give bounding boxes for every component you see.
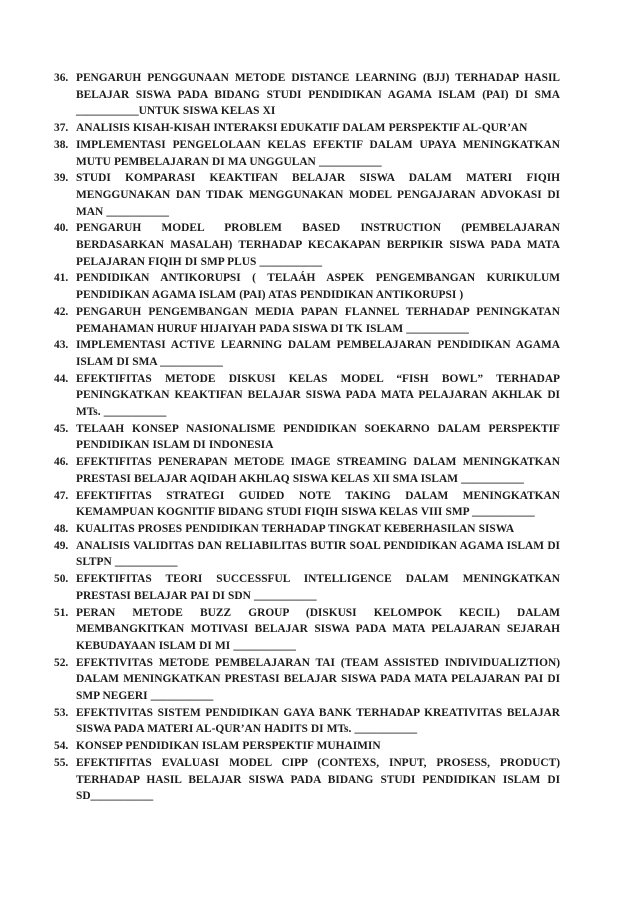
- item-number: 55.: [54, 756, 69, 769]
- item-title: EFEKTIFITAS STRATEGI GUIDED NOTE TAKING DALAM MENINGKATKAN KEMAMPUAN KOGNITIF BIDANG STUDI FIQIH SISWA KELAS VIII SMP ___________: [76, 489, 560, 519]
- item-number: 39.: [54, 172, 69, 185]
- item-title: EFEKTIFITAS EVALUASI MODEL CIPP (CONTEXS, INPUT, PROSESS, PRODUCT) TERHADAP HASIL BELAJAR SISWA PADA BIDANG STUDI PENDIDIKAN ISLAM DI SD___________: [76, 756, 560, 803]
- item-title: PERAN METODE BUZZ GROUP (DISKUSI KELOMPOK KECIL) DALAM MEMBANGKITKAN MOTIVASI BELAJAR SISWA PADA MATA PELAJARAN SEJARAH KEBUDAYAAN ISLAM DI MI ___________: [76, 606, 560, 652]
- item-title: STUDI KOMPARASI KEAKTIFAN BELAJAR SISWA DALAM MATERI FIQIH MENGGUNAKAN DAN TIDAK MENGGUNAKAN MODEL PENGAJARAN ADVOKASI DI MAN ___________: [76, 172, 560, 218]
- item-title: ANALISIS KISAH-KISAH INTERAKSI EDUKATIF DALAM PERSPEKTIF AL-QUR’AN: [76, 122, 528, 135]
- list-item: [54, 304, 560, 337]
- list-item: [54, 137, 560, 170]
- item-number: 51.: [54, 606, 69, 619]
- item-number: 43.: [54, 339, 69, 352]
- list-item: [54, 371, 560, 421]
- item-number: 42.: [54, 305, 69, 318]
- list-item: [54, 220, 560, 270]
- list-item: [54, 170, 560, 220]
- list-item: [54, 120, 560, 137]
- item-title: EFEKTIFITAS METODE DISKUSI KELAS MODEL “FISH BOWL” TERHADAP PENINGKATKAN KEAKTIFAN BELAJAR SISWA PADA MATA PELAJARAN AKHLAK DI MTs. ___________: [76, 372, 560, 419]
- list-item: [54, 571, 560, 604]
- item-title: PENGARUH PENGEMBANGAN MEDIA PAPAN FLANNEL TERHADAP PENINGKATAN PEMAHAMAN HURUF HIJAIYAH PADA SISWA DI TK ISLAM ___________: [76, 305, 560, 335]
- item-number: 54.: [54, 740, 69, 753]
- item-number: 41.: [54, 272, 69, 285]
- item-number: 47.: [54, 489, 69, 502]
- item-number: 38.: [54, 138, 69, 151]
- item-number: 48.: [54, 522, 69, 535]
- list-item: [54, 538, 560, 571]
- list-item: [54, 70, 560, 120]
- list-item: [54, 270, 560, 303]
- item-title: IMPLEMENTASI ACTIVE LEARNING DALAM PEMBELAJARAN PENDIDIKAN AGAMA ISLAM DI SMA ___________: [76, 339, 560, 368]
- item-number: 50.: [54, 573, 69, 586]
- item-title: EFEKTIVITAS METODE PEMBELAJARAN TAI (TEAM ASSISTED INDIVIDUALIZTION) DALAM MENINGKATKAN PRESTASI BELAJAR SISWA PADA MATA PELAJARAN PAI DI SMP NEGERI ___________: [76, 656, 560, 703]
- item-title: ANALISIS VALIDITAS DAN RELIABILITAS BUTIR SOAL PENDIDIKAN AGAMA ISLAM DI SLTPN ___________: [76, 539, 560, 569]
- item-number: 46.: [54, 456, 69, 469]
- list-item: [54, 738, 560, 755]
- item-title: PENGARUH MODEL PROBLEM BASED INSTRUCTION (PEMBELAJARAN BERDASARKAN MASALAH) TERHADAP KECAKAPAN BERPIKIR SISWA PADA MATA PELAJARAN FIQIH DI SMP PLUS ___________: [76, 222, 560, 268]
- list-item: [54, 421, 560, 454]
- list-item: [54, 337, 560, 370]
- item-number: 37.: [54, 122, 69, 135]
- item-number: 40.: [54, 222, 69, 235]
- item-title: EFEKTIVITAS SISTEM PENDIDIKAN GAYA BANK TERHADAP KREATIVITAS BELAJAR SISWA PADA MATERI AL-QUR’AN HADITS DI MTs. ___________: [76, 706, 560, 736]
- list-item: [54, 521, 560, 538]
- thesis-title-list: [54, 70, 560, 805]
- item-number: 52.: [54, 656, 69, 669]
- list-item: [54, 655, 560, 705]
- item-number: 36.: [54, 72, 69, 84]
- item-number: 49.: [54, 539, 69, 552]
- item-title: IMPLEMENTASI PENGELOLAAN KELAS EFEKTIF DALAM UPAYA MENINGKATKAN MUTU PEMBELAJARAN DI MA UNGGULAN ___________: [76, 138, 560, 168]
- item-title: KUALITAS PROSES PENDIDIKAN TERHADAP TINGKAT KEBERHASILAN SISWA: [76, 522, 515, 535]
- list-item: [54, 605, 560, 655]
- list-item: [54, 454, 560, 487]
- item-number: 44.: [54, 372, 69, 385]
- item-title: EFEKTIFITAS TEORI SUCCESSFUL INTELLIGENCE DALAM MENINGKATKAN PRESTASI BELAJAR PAI DI SDN ___________: [76, 573, 560, 602]
- item-title: TELAAH KONSEP NASIONALISME PENDIDIKAN SOEKARNO DALAM PERSPEKTIF PENDIDIKAN ISLAM DI INDONESIA: [76, 422, 560, 452]
- item-number: 45.: [54, 422, 69, 435]
- item-title: PENGARUH PENGGUNAAN METODE DISTANCE LEARNING (BJJ) TERHADAP HASIL BELAJAR SISWA PADA BIDANG STUDI PENDIDIKAN AGAMA ISLAM (PAI) DI SMA ___________UNTUK SISWA KELAS XI: [76, 72, 560, 118]
- item-number: 53.: [54, 706, 69, 719]
- item-title: EFEKTIFITAS PENERAPAN METODE IMAGE STREAMING DALAM MENINGKATKAN PRESTASI BELAJAR AQIDAH AKHLAQ SISWA KELAS XII SMA ISLAM ___________: [76, 456, 560, 485]
- list-item: [54, 705, 560, 738]
- item-title: KONSEP PENDIDIKAN ISLAM PERSPEKTIF MUHAIMIN: [76, 740, 381, 753]
- list-item: [54, 488, 560, 521]
- item-title: PENDIDIKAN ANTIKORUPSI ( TELAÁH ASPEK PENGEMBANGAN KURIKULUM PENDIDIKAN AGAMA ISLAM (PAI) ATAS PENDIDIKAN ANTIKORUPSI ): [76, 272, 560, 302]
- list-item: [54, 755, 560, 805]
